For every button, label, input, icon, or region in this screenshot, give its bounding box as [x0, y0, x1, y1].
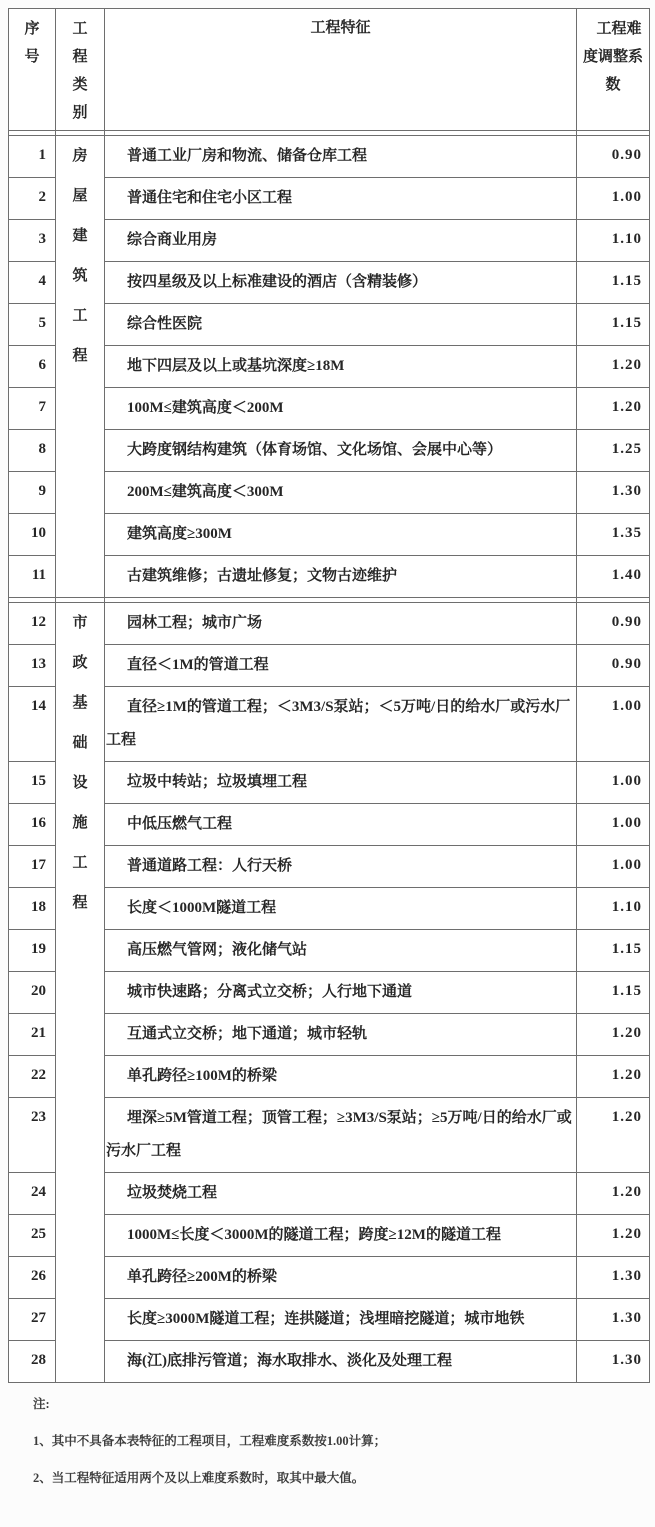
coefficient-cell: 1.35	[577, 514, 650, 556]
coefficient-cell: 1.15	[577, 262, 650, 304]
table-row	[9, 930, 650, 972]
coefficient-cell: 1.20	[577, 388, 650, 430]
feature-cell	[105, 1341, 577, 1383]
coefficient-cell: 1.00	[577, 687, 650, 762]
feature-text: 垃圾中转站；垃圾填埋工程	[127, 774, 308, 790]
notes-section	[8, 1383, 649, 1527]
table-row	[9, 1299, 650, 1341]
coefficient-cell: 1.20	[577, 1014, 650, 1056]
coefficient-cell: 1.30	[577, 472, 650, 514]
coefficient-cell: 1.20	[577, 1056, 650, 1098]
coefficient-cell: 1.30	[577, 1341, 650, 1383]
feature-text: 100M≤建筑高度＜200M	[127, 400, 284, 416]
coefficient-cell: 1.20	[577, 346, 650, 388]
row-number-cell: 9	[9, 472, 56, 514]
feature-cell	[105, 1098, 577, 1173]
feature-text: 城市快速路；分离式立交桥；人行地下通道	[127, 984, 413, 1000]
header-col-coef-label: 工程难度调整系数	[582, 21, 643, 93]
row-number-cell: 17	[9, 846, 56, 888]
feature-cell	[105, 1299, 577, 1341]
table-row	[9, 514, 650, 556]
row-number-cell: 8	[9, 430, 56, 472]
coefficient-cell: 1.30	[577, 1257, 650, 1299]
feature-text: 普通住宅和住宅小区工程	[127, 190, 293, 206]
coefficient-cell: 0.90	[577, 645, 650, 687]
feature-cell	[105, 1257, 577, 1299]
header-col-feature-label: 工程特征	[310, 20, 371, 36]
feature-cell	[105, 556, 577, 598]
feature-cell	[105, 220, 577, 262]
coefficient-cell: 1.00	[577, 846, 650, 888]
table-row	[9, 1056, 650, 1098]
feature-text: 园林工程；城市广场	[127, 615, 263, 631]
category-cell	[56, 603, 105, 1383]
feature-cell	[105, 514, 577, 556]
feature-cell	[105, 972, 577, 1014]
feature-cell	[105, 388, 577, 430]
feature-text: 综合商业用房	[127, 232, 218, 248]
table-row	[9, 346, 650, 388]
table-body	[9, 131, 650, 1383]
feature-text: 高压燃气管网；液化储气站	[127, 942, 308, 958]
coefficient-cell: 1.20	[577, 1098, 650, 1173]
feature-text: 海(江)底排污管道；海水取排水、淡化及处理工程	[127, 1353, 452, 1369]
feature-cell	[105, 430, 577, 472]
feature-text: 直径＜1M的管道工程	[127, 657, 269, 673]
feature-text: 垃圾焚烧工程	[127, 1185, 218, 1201]
feature-cell	[105, 804, 577, 846]
coefficient-cell: 0.90	[577, 136, 650, 178]
feature-cell	[105, 1056, 577, 1098]
row-number-cell: 23	[9, 1098, 56, 1173]
coefficient-cell: 1.15	[577, 972, 650, 1014]
row-number-cell: 25	[9, 1215, 56, 1257]
feature-cell	[105, 888, 577, 930]
coefficient-cell: 0.90	[577, 603, 650, 645]
feature-text: 单孔跨径≥100M的桥梁	[127, 1068, 277, 1084]
header-col-category	[56, 9, 105, 131]
row-number-cell: 1	[9, 136, 56, 178]
row-number-cell: 2	[9, 178, 56, 220]
table-row	[9, 304, 650, 346]
feature-text: 直径≥1M的管道工程；＜3M3/S泵站；＜5万吨/日的给水厂或污水厂工程	[106, 699, 571, 748]
header-col-feature	[105, 9, 577, 131]
feature-cell	[105, 1215, 577, 1257]
feature-text: 大跨度钢结构建筑（体育场馆、文化场馆、会展中心等）	[127, 442, 503, 458]
table-row	[9, 1014, 650, 1056]
feature-cell	[105, 1173, 577, 1215]
table-row	[9, 687, 650, 762]
row-number-cell: 18	[9, 888, 56, 930]
feature-cell	[105, 304, 577, 346]
row-number-cell: 7	[9, 388, 56, 430]
table-row	[9, 1098, 650, 1173]
coefficient-cell: 1.40	[577, 556, 650, 598]
row-number-cell: 4	[9, 262, 56, 304]
feature-cell	[105, 846, 577, 888]
row-number-cell: 24	[9, 1173, 56, 1215]
coefficient-cell: 1.00	[577, 178, 650, 220]
row-number-cell: 5	[9, 304, 56, 346]
feature-cell	[105, 1014, 577, 1056]
row-number-cell: 26	[9, 1257, 56, 1299]
coefficient-cell: 1.10	[577, 220, 650, 262]
feature-text: 200M≤建筑高度＜300M	[127, 484, 284, 500]
table-row	[9, 1341, 650, 1383]
feature-text: 古建筑维修；古遗址修复；文物古迹维护	[127, 568, 398, 584]
coefficient-cell: 1.00	[577, 762, 650, 804]
table-row	[9, 1173, 650, 1215]
table-row	[9, 220, 650, 262]
table-header-row	[9, 9, 650, 131]
feature-cell	[105, 762, 577, 804]
row-number-cell: 10	[9, 514, 56, 556]
table-row	[9, 888, 650, 930]
table-row	[9, 430, 650, 472]
row-number-cell: 21	[9, 1014, 56, 1056]
feature-text: 互通式立交桥；地下通道；城市轻轨	[127, 1026, 368, 1042]
row-number-cell: 3	[9, 220, 56, 262]
coefficient-cell: 1.10	[577, 888, 650, 930]
feature-cell	[105, 472, 577, 514]
coefficient-cell: 1.25	[577, 430, 650, 472]
coefficient-cell: 1.20	[577, 1173, 650, 1215]
table-row	[9, 804, 650, 846]
row-number-cell: 14	[9, 687, 56, 762]
feature-text: 按四星级及以上标准建设的酒店（含精装修）	[127, 274, 428, 290]
row-number-cell: 6	[9, 346, 56, 388]
feature-cell	[105, 645, 577, 687]
feature-text: 长度＜1000M隧道工程	[127, 900, 277, 916]
table-row	[9, 762, 650, 804]
row-number-cell: 15	[9, 762, 56, 804]
feature-text: 地下四层及以上或基坑深度≥18M	[127, 358, 345, 374]
row-number-cell: 11	[9, 556, 56, 598]
header-col-no	[9, 9, 56, 131]
feature-cell	[105, 603, 577, 645]
coefficient-cell: 1.30	[577, 1299, 650, 1341]
table-row	[9, 136, 650, 178]
feature-cell	[105, 687, 577, 762]
row-number-cell: 28	[9, 1341, 56, 1383]
row-number-cell: 12	[9, 603, 56, 645]
row-number-cell: 13	[9, 645, 56, 687]
feature-text: 1000M≤长度＜3000M的隧道工程；跨度≥12M的隧道工程	[127, 1227, 501, 1243]
note-item-1: 1、其中不具备本表特征的工程项目，工程难度系数按1.00计算；	[33, 1434, 387, 1448]
coefficient-cell: 1.20	[577, 1215, 650, 1257]
feature-text: 埋深≥5M管道工程；顶管工程；≥3M3/S泵站；≥5万吨/日的给水厂或污水厂工程	[106, 1110, 572, 1159]
feature-cell	[105, 346, 577, 388]
table-row	[9, 1215, 650, 1257]
table-row	[9, 472, 650, 514]
notes-label: 注:	[33, 1397, 50, 1411]
header-col-coef	[577, 9, 650, 131]
category-vertical-label: 市政基础设施工程	[72, 615, 88, 911]
coefficient-cell: 1.15	[577, 304, 650, 346]
row-number-cell: 27	[9, 1299, 56, 1341]
coefficient-cell: 1.00	[577, 804, 650, 846]
feature-cell	[105, 178, 577, 220]
feature-text: 普通工业厂房和物流、储备仓库工程	[127, 148, 368, 164]
row-number-cell: 19	[9, 930, 56, 972]
table-row	[9, 388, 650, 430]
note-item-2: 2、当工程特征适用两个及以上难度系数时，取其中最大值。	[33, 1471, 365, 1485]
feature-text: 综合性医院	[127, 316, 203, 332]
table-row	[9, 178, 650, 220]
header-col-category-label: 工程类别	[72, 21, 88, 121]
table-row	[9, 262, 650, 304]
coefficient-cell: 1.15	[577, 930, 650, 972]
feature-text: 普通道路工程：人行天桥	[127, 858, 293, 874]
header-col-no-label: 序号	[24, 21, 40, 65]
category-cell	[56, 136, 105, 598]
feature-text: 建筑高度≥300M	[127, 526, 232, 542]
feature-cell	[105, 136, 577, 178]
table-row	[9, 603, 650, 645]
row-number-cell: 16	[9, 804, 56, 846]
row-number-cell: 20	[9, 972, 56, 1014]
difficulty-coefficient-table	[8, 8, 650, 1383]
row-number-cell: 22	[9, 1056, 56, 1098]
table-row	[9, 556, 650, 598]
feature-text: 单孔跨径≥200M的桥梁	[127, 1269, 277, 1285]
feature-text: 中低压燃气工程	[127, 816, 233, 832]
category-vertical-label: 房屋建筑工程	[72, 148, 88, 364]
table-row	[9, 846, 650, 888]
feature-cell	[105, 262, 577, 304]
feature-text: 长度≥3000M隧道工程；连拱隧道；浅埋暗挖隧道；城市地铁	[127, 1311, 525, 1327]
feature-cell	[105, 930, 577, 972]
table-row	[9, 972, 650, 1014]
table-row	[9, 645, 650, 687]
table-row	[9, 1257, 650, 1299]
